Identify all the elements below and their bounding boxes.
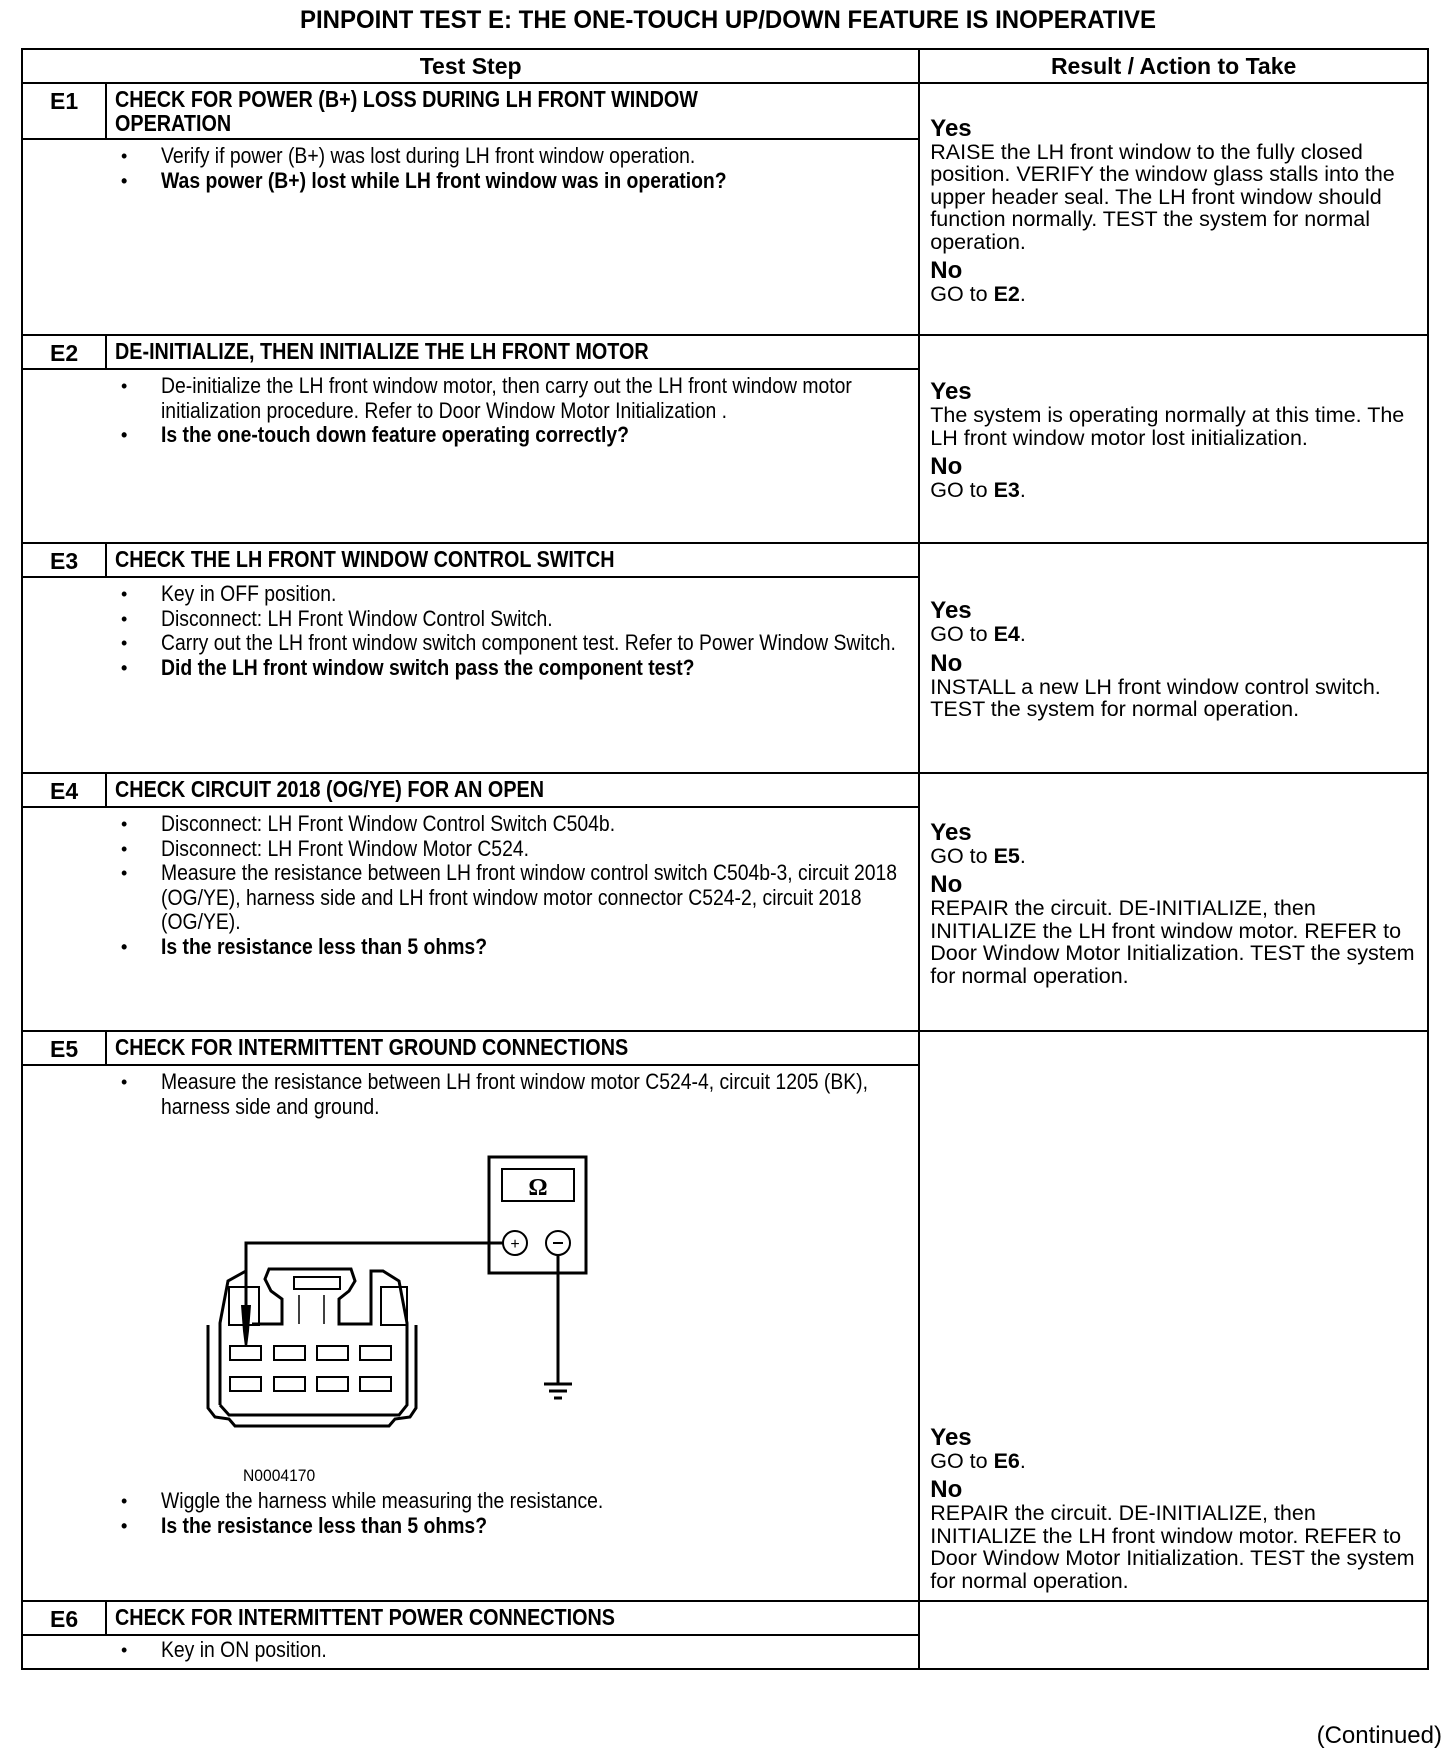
step-id: E3 [22,543,106,577]
yes-action: RAISE the LH front window to the fully closed position. VERIFY the window glass stalls into the upper header seal. The LH front window should function normally. TEST the system for normal operation. [930,139,1395,254]
step-body [22,807,919,1031]
ohmmeter-diagram [107,1119,918,1489]
bullet-item: • Key in ON position. [23,1638,918,1663]
continued-note: (Continued) [1316,1722,1442,1749]
bullet-item: • Disconnect: LH Front Window Motor C524. [23,837,918,862]
no-label: No [930,649,963,677]
no-label: No [930,871,963,899]
no-action: REPAIR the circuit. DE-INITIALIZE, then INITIALIZE the LH front window motor. REFER to Door Window Motor Initialization. TEST the system for normal operation. [930,896,1415,988]
step-heading: DE-INITIALIZE, THEN INITIALIZE THE LH FRONT MOTOR [106,335,919,369]
step-heading-row-e5 [22,1031,1428,1065]
no-action: GO to E3. [930,478,1026,503]
svg-text:Ω: Ω [528,1175,548,1201]
bullet-item: • Measure the resistance between LH front window motor C524-4, circuit 1205 (BK), harness side and ground. [23,1070,918,1119]
yes-action: The system is operating normally at this time. The LH front window motor lost initialization. [930,403,1405,450]
bullet-question: • Was power (B+) lost while LH front window was in operation? [23,169,918,194]
ohmmeter-icon [489,1157,586,1273]
bullet-item: • Wiggle the harness while measuring the resistance. [23,1489,918,1514]
yes-label: Yes [930,1423,972,1451]
bullet-item: • Disconnect: LH Front Window Control Switch C504b. [23,812,918,837]
pinpoint-test-table [21,48,1429,1670]
bullet-question: • Is the one-touch down feature operating correctly? [23,423,918,448]
bullet-item: • Measure the resistance between LH front window control switch C504b-3, circuit 2018 (OG/YE), harness side and LH front window motor connector C524-2, circuit 2018 (OG/YE). [23,861,918,935]
step-id: E1 [22,83,106,139]
step-id: E2 [22,335,106,369]
step-heading-row-e3 [22,543,1428,577]
goto-link[interactable]: E4 [993,622,1020,647]
bullet-question: • Is the resistance less than 5 ohms? [23,935,918,960]
step-heading: CHECK FOR INTERMITTENT GROUND CONNECTIONS [106,1031,919,1065]
goto-link[interactable]: E6 [993,1448,1020,1473]
yes-action: GO to E4. [930,622,1026,647]
step-heading-row-e6 [22,1601,1428,1635]
step-body [22,577,919,773]
goto-link[interactable]: E3 [993,478,1020,503]
step-heading-row-e2 [22,335,1428,369]
step-body [22,1635,919,1669]
step-body [22,1065,919,1601]
no-action: INSTALL a new LH front window control switch. TEST the system for normal operation. [930,674,1381,722]
bullet-item: • Key in OFF position. [23,582,918,607]
step-body [22,369,919,543]
step-heading: CHECK FOR POWER (B+) LOSS DURING LH FRONT WINDOW OPERATION [106,83,919,139]
no-label: No [930,453,963,481]
bullet-question: • Is the resistance less than 5 ohms? [23,1514,918,1539]
figure-code: N0004170 [243,1466,316,1485]
step-id: E6 [22,1601,106,1635]
step-heading: CHECK FOR INTERMITTENT POWER CONNECTIONS [106,1601,919,1635]
yes-action: GO to E5. [930,843,1026,868]
step-heading: CHECK THE LH FRONT WINDOW CONTROL SWITCH [106,543,919,577]
header-result: Result / Action to Take [919,49,1428,83]
yes-label: Yes [930,818,972,846]
no-action: GO to E2. [930,282,1026,306]
result-cell-e1 [919,83,1428,335]
page-title: PINPOINT TEST E: THE ONE-TOUCH UP/DOWN FEATURE IS INOPERATIVE [299,6,1157,34]
no-label: No [930,1476,963,1503]
yes-label: Yes [930,378,972,406]
step-heading-row-e4 [22,773,1428,807]
goto-link[interactable]: E5 [993,843,1020,868]
yes-action: GO to E6. [930,1448,1026,1473]
goto-link[interactable]: E2 [993,282,1020,306]
connector-ohmmeter-illustration [23,1119,835,1489]
no-action: REPAIR the circuit. DE-INITIALIZE, then INITIALIZE the LH front window motor. REFER to Door Window Motor Initialization. TEST the system for normal operation. [930,1501,1415,1593]
yes-label: Yes [930,597,972,625]
step-body [22,139,919,335]
step-heading-row-e1 [22,83,1428,139]
bullet-item: • Verify if power (B+) was lost during LH front window operation. [23,144,918,169]
svg-text:+: + [510,1236,520,1253]
bullet-item: • Disconnect: LH Front Window Control Switch. [23,607,918,632]
bullet-item: • De-initialize the LH front window motor, then carry out the LH front window motor initialization procedure. Refer to Door Window Motor Initialization . [23,374,918,423]
table-header-row [22,49,1428,83]
step-heading: CHECK CIRCUIT 2018 (OG/YE) FOR AN OPEN [106,773,919,807]
step-id: E5 [22,1031,106,1065]
bullet-item: • Carry out the LH front window switch component test. Refer to Power Window Switch. [23,631,918,656]
no-label: No [930,257,963,284]
ground-icon [544,1384,572,1398]
header-test-step: Test Step [22,49,919,83]
step-id: E4 [22,773,106,807]
yes-label: Yes [930,114,972,142]
bullet-question: • Did the LH front window switch pass the component test? [23,656,918,681]
connector-c524-icon [208,1269,416,1426]
